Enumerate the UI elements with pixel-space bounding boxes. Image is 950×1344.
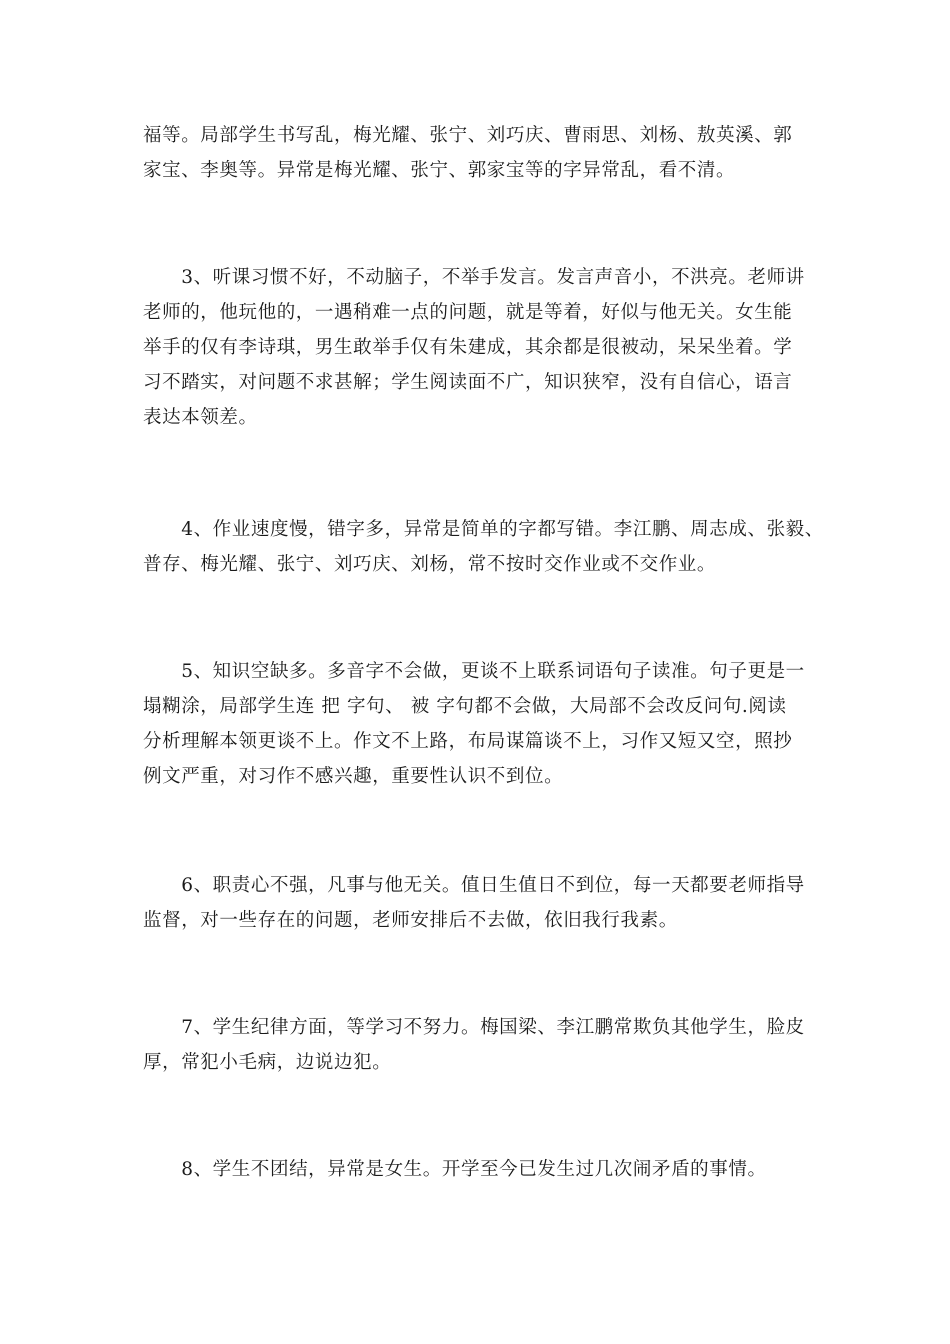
text-line: 监督，对一些存在的问题，老师安排后不去做，依旧我行我素。 [143,910,678,931]
text-line: 老师的，他玩他的，一遇稍难一点的问题，就是等着，好似与他无关。女生能 [143,302,793,323]
text-line: 7、学生纪律方面，等学习不努力。梅国梁、李江鹏常欺负其他学生，脸皮 [143,1017,805,1038]
text-line: 家宝、李奥等。异常是梅光耀、张宁、郭家宝等的字异常乱，看不清。 [143,160,736,181]
text-line: 3、听课习惯不好，不动脑子，不举手发言。发言声音小，不洪亮。老师讲 [143,267,805,288]
text-line: 举手的仅有李诗琪，男生敢举手仅有朱建成，其余都是很被动，呆呆坐着。学 [143,337,793,358]
text-line: 5、知识空缺多。多音字不会做，更谈不上联系词语句子读准。句子更是一 [143,661,805,682]
text-line: 塌糊涂，局部学生连 把 字句、 被 字句都不会做，大局部不会改反问句.阅读 [143,696,787,717]
paragraph-listening-habits [143,260,811,435]
text-line: 福等。局部学生书写乱，梅光耀、张宁、刘巧庆、曹雨思、刘杨、敖英溪、郭 [143,125,793,146]
text-line: 普存、梅光耀、张宁、刘巧庆、刘杨，常不按时交作业或不交作业。 [143,554,717,575]
text-line: 表达本领差。 [143,407,258,428]
paragraph-knowledge-gaps [143,654,811,794]
paragraph-discipline [143,1010,811,1080]
text-line: 例文严重，对习作不感兴趣，重要性认识不到位。 [143,766,564,787]
text-line: 厚，常犯小毛病，边说边犯。 [143,1052,392,1073]
text-line: 习不踏实，对问题不求甚解；学生阅读面不广，知识狭窄，没有自信心，语言 [143,372,793,393]
text-line: 6、职责心不强，凡事与他无关。值日生值日不到位，每一天都要老师指导 [143,875,805,896]
paragraph-writing-issues [143,118,811,188]
text-line: 4、作业速度慢，错字多，异常是简单的字都写错。李江鹏、周志成、张毅、 [143,519,824,540]
paragraph-responsibility [143,868,811,938]
paragraph-homework-speed [143,512,824,582]
text-line: 分析理解本领更谈不上。作文不上路，布局谋篇谈不上，习作又短又空，照抄 [143,731,793,752]
text-line: 8、学生不团结，异常是女生。开学至今已发生过几次闹矛盾的事情。 [143,1159,767,1180]
paragraph-unity [143,1152,811,1187]
